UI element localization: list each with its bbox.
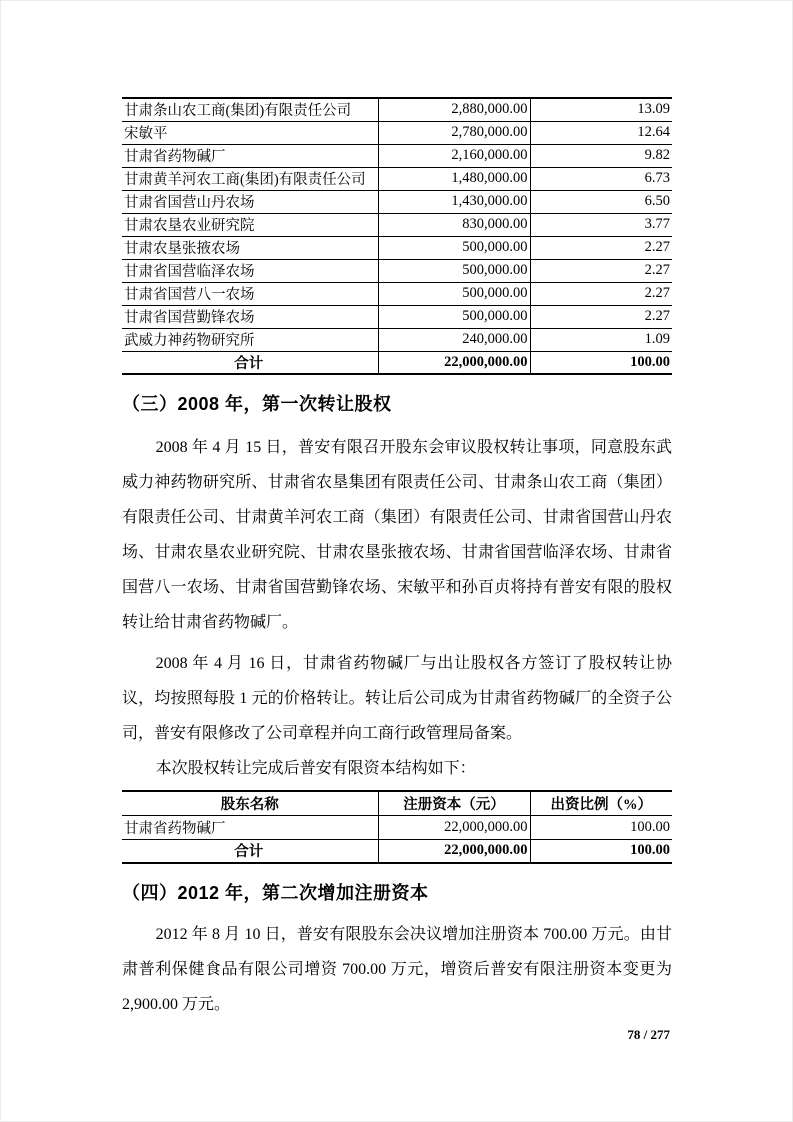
total-ratio: 100.00: [530, 351, 672, 374]
capital-value: 1,480,000.00: [378, 167, 530, 190]
table-row: [122, 259, 672, 282]
ratio-value: 2.27: [530, 282, 672, 305]
shareholder-name: 甘肃条山农工商(集团)有限责任公司: [122, 98, 378, 121]
table-row: [122, 98, 672, 121]
total-ratio: 100.00: [530, 839, 672, 863]
shareholder-name: 甘肃省国营山丹农场: [122, 190, 378, 213]
capital-value: 1,430,000.00: [378, 190, 530, 213]
table-row: [122, 282, 672, 305]
shareholder-name: 甘肃省国营临泽农场: [122, 259, 378, 282]
shareholder-name: 甘肃省国营勤锋农场: [122, 305, 378, 328]
paragraph: 2012 年 8 月 10 日，普安有限股东会决议增加注册资本 700.00 万元。由甘肃普利保健食品有限公司增资 700.00 万元，增资后普安有限注册资本变更为 2,900.00 万元。: [122, 926, 672, 1013]
ratio-value: 13.09: [530, 98, 672, 121]
ratio-value: 1.09: [530, 328, 672, 351]
capital-value: 500,000.00: [378, 282, 530, 305]
shareholder-name: 宋敏平: [122, 121, 378, 144]
table-row: [122, 167, 672, 190]
ratio-value: 100.00: [530, 815, 672, 839]
total-label: 合计: [122, 351, 378, 374]
capital-value: 2,160,000.00: [378, 144, 530, 167]
capital-value: 2,780,000.00: [378, 121, 530, 144]
capital-value: 500,000.00: [378, 259, 530, 282]
page-content: [122, 97, 672, 1022]
table-row: [122, 305, 672, 328]
section-heading-4: （四）2012 年，第二次增加注册资本: [122, 883, 429, 903]
table-header-row: [122, 791, 672, 815]
capital-value: 500,000.00: [378, 236, 530, 259]
shareholder-name: 甘肃省药物碱厂: [122, 815, 378, 839]
shareholder-name: 武威力神药物研究所: [122, 328, 378, 351]
table-row: [122, 213, 672, 236]
ratio-value: 12.64: [530, 121, 672, 144]
header-registered-capital: 注册资本（元）: [378, 791, 530, 815]
total-capital: 22,000,000.00: [378, 839, 530, 863]
header-contribution-ratio: 出资比例（%）: [530, 791, 672, 815]
section-heading-3: （三）2008 年，第一次转让股权: [122, 394, 392, 414]
capital-value: 2,880,000.00: [378, 98, 530, 121]
table-row: [122, 144, 672, 167]
ratio-value: 3.77: [530, 213, 672, 236]
total-label: 合计: [122, 839, 378, 863]
paragraph: 本次股权转让完成后普安有限资本结构如下：: [155, 760, 476, 777]
table-row: [122, 121, 672, 144]
header-shareholder-name: 股东名称: [122, 791, 378, 815]
ratio-value: 2.27: [530, 305, 672, 328]
total-capital: 22,000,000.00: [378, 351, 530, 374]
shareholder-name: 甘肃省国营八一农场: [122, 282, 378, 305]
ratio-value: 6.73: [530, 167, 672, 190]
ratio-value: 2.27: [530, 236, 672, 259]
shareholder-name: 甘肃农垦张掖农场: [122, 236, 378, 259]
table-row: [122, 328, 672, 351]
shareholder-name: 甘肃农垦农业研究院: [122, 213, 378, 236]
shareholder-structure-table: [122, 97, 672, 375]
paragraph: 2008 年 4 月 15 日，普安有限召开股东会审议股权转让事项，同意股东武威力神药物研究所、甘肃省农垦集团有限责任公司、甘肃条山农工商（集团）有限责任公司、甘肃黄羊河农工商（集团）有限责任公司、甘肃省国营山丹农场、甘肃农垦农业研究院、甘肃农垦张掖农场、甘肃省国营临泽农场、甘肃省国营八一农场、甘肃省国营勤锋农场、宋敏平和孙百贞将持有普安有限的股权转让给甘肃省药物碱厂。: [122, 439, 672, 631]
table-total-row: [122, 351, 672, 374]
shareholder-name: 甘肃黄羊河农工商(集团)有限责任公司: [122, 167, 378, 190]
table-row: [122, 190, 672, 213]
ratio-value: 2.27: [530, 259, 672, 282]
paragraph: 2008 年 4 月 16 日，甘肃省药物碱厂与出让股权各方签订了股权转让协议，均按照每股 1 元的价格转让。转让后公司成为甘肃省药物碱厂的全资子公司，普安有限修改了公司章程并向工商行政管理局备案。: [122, 655, 672, 742]
table-total-row: [122, 839, 672, 863]
shareholder-name: 甘肃省药物碱厂: [122, 144, 378, 167]
ratio-value: 6.50: [530, 190, 672, 213]
table-row: [122, 236, 672, 259]
capital-value: 500,000.00: [378, 305, 530, 328]
page-number: 78 / 277: [627, 1027, 670, 1042]
capital-value: 240,000.00: [378, 328, 530, 351]
table-row: [122, 815, 672, 839]
ratio-value: 9.82: [530, 144, 672, 167]
capital-value: 830,000.00: [378, 213, 530, 236]
capital-value: 22,000,000.00: [378, 815, 530, 839]
capital-structure-table-after-transfer: [122, 790, 672, 864]
